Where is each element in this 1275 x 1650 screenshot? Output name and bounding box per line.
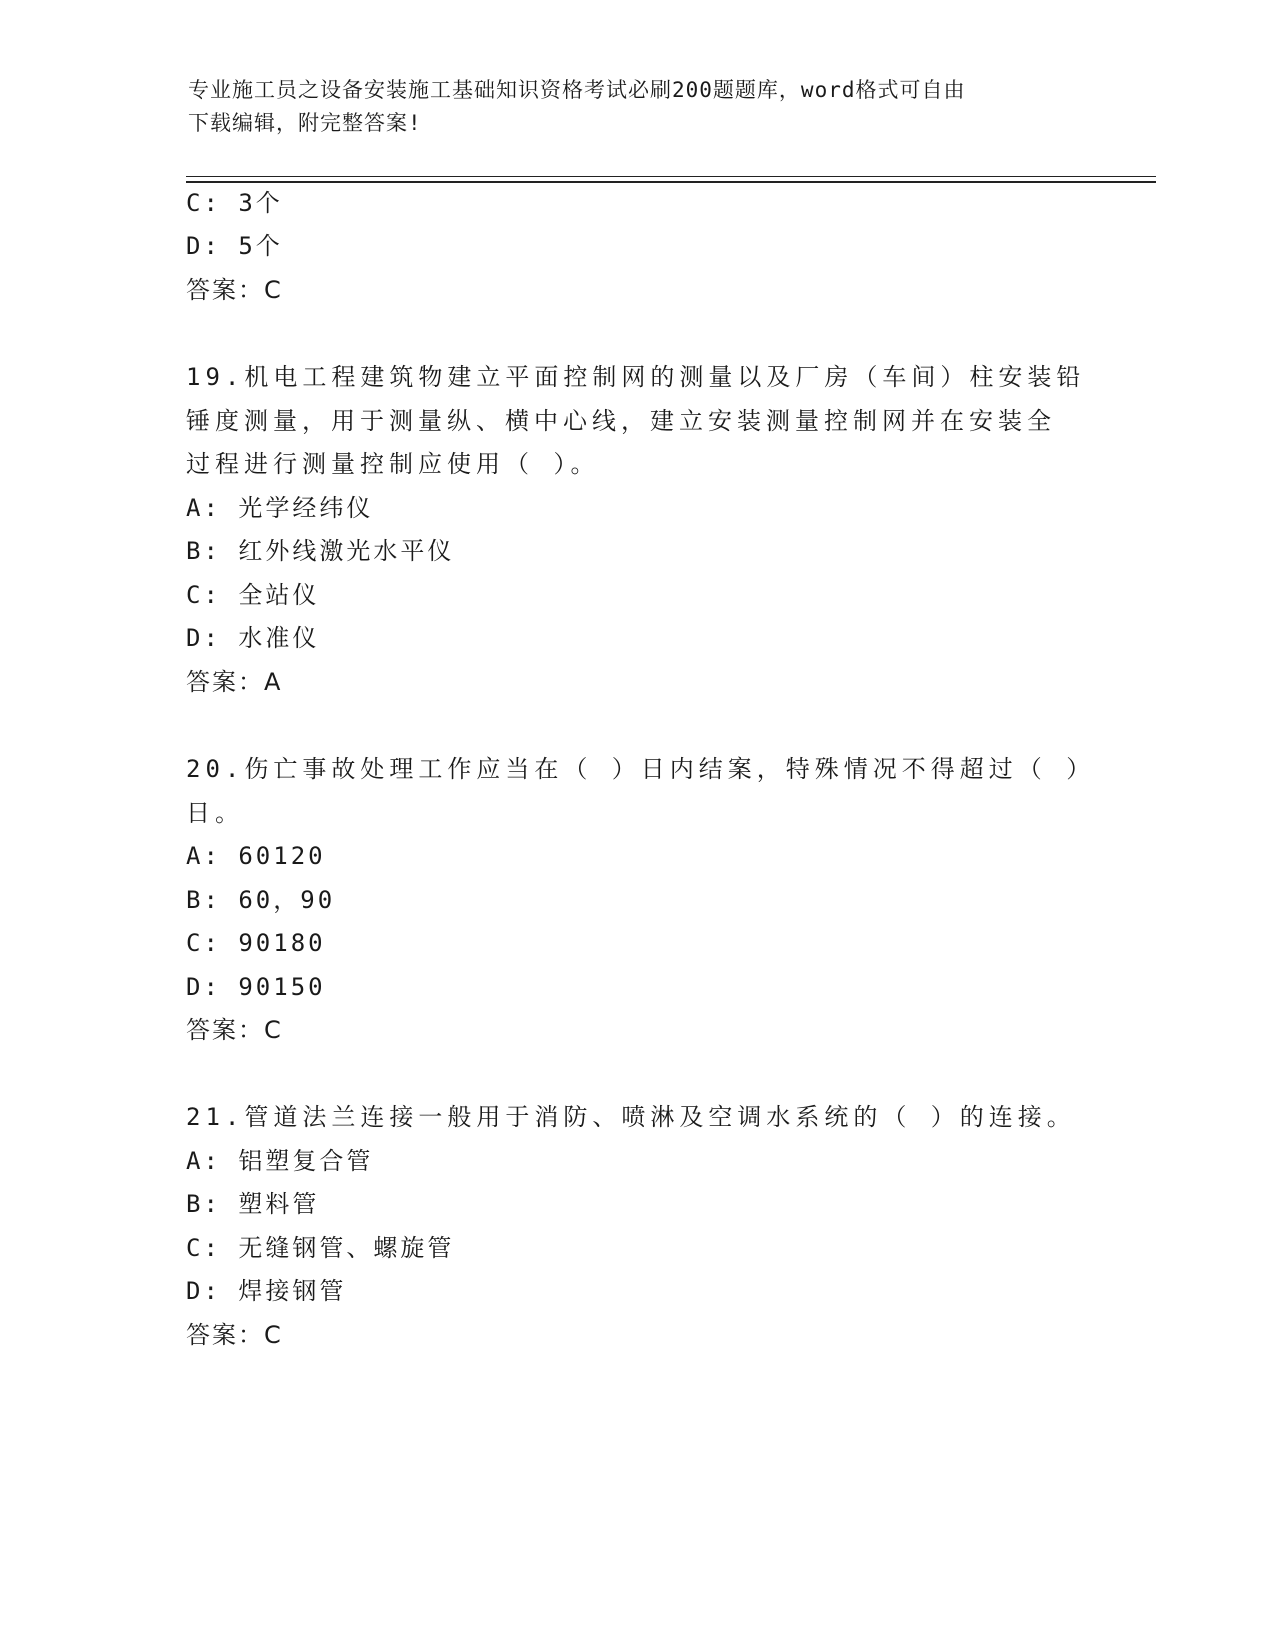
question-20-line-1: 20.伤亡事故处理工作应当在（ ）日内结案，特殊情况不得超过（ ）: [186, 755, 1096, 783]
header-line-2: 下载编辑，附完整答案!: [188, 111, 422, 135]
option-d: D: 5个: [186, 232, 283, 260]
option-a: A: 铝塑复合管: [186, 1147, 374, 1175]
answer-line: 答案：C: [186, 1016, 283, 1044]
header-divider-thick: [186, 181, 1156, 183]
option-b: B: 红外线激光水平仪: [186, 537, 455, 565]
option-b: B: 60，90: [186, 886, 336, 914]
question-19-line-2: 锤度测量，用于测量纵、横中心线，建立安装测量控制网并在安装全: [186, 407, 1056, 435]
answer-line: 答案：A: [186, 668, 283, 696]
option-d: D: 90150: [186, 973, 326, 1001]
answer-line: 答案：C: [186, 276, 283, 304]
question-20-line-2: 日。: [186, 799, 244, 827]
option-c: C: 90180: [186, 929, 326, 957]
question-21-line-1: 21.管道法兰连接一般用于消防、喷淋及空调水系统的（ ）的连接。: [186, 1103, 1076, 1131]
question-19-line-3: 过程进行测量控制应使用（ ）。: [186, 450, 600, 478]
option-c: C: 3个: [186, 189, 283, 217]
option-c: C: 全站仪: [186, 581, 320, 609]
document-header: [188, 74, 1068, 140]
question-19-line-1: 19.机电工程建筑物建立平面控制网的测量以及厂房（车间）柱安装铅: [186, 363, 1086, 391]
option-d: D: 焊接钢管: [186, 1277, 347, 1305]
header-divider: [186, 176, 1156, 177]
option-a: A: 光学经纬仪: [186, 494, 374, 522]
option-a: A: 60120: [186, 842, 326, 870]
option-c: C: 无缝钢管、螺旋管: [186, 1234, 455, 1262]
option-d: D: 水准仪: [186, 624, 320, 652]
option-b: B: 塑料管: [186, 1190, 320, 1218]
header-line-1: 专业施工员之设备安装施工基础知识资格考试必刷200题题库，word格式可自由: [188, 78, 966, 102]
answer-line: 答案：C: [186, 1321, 283, 1349]
